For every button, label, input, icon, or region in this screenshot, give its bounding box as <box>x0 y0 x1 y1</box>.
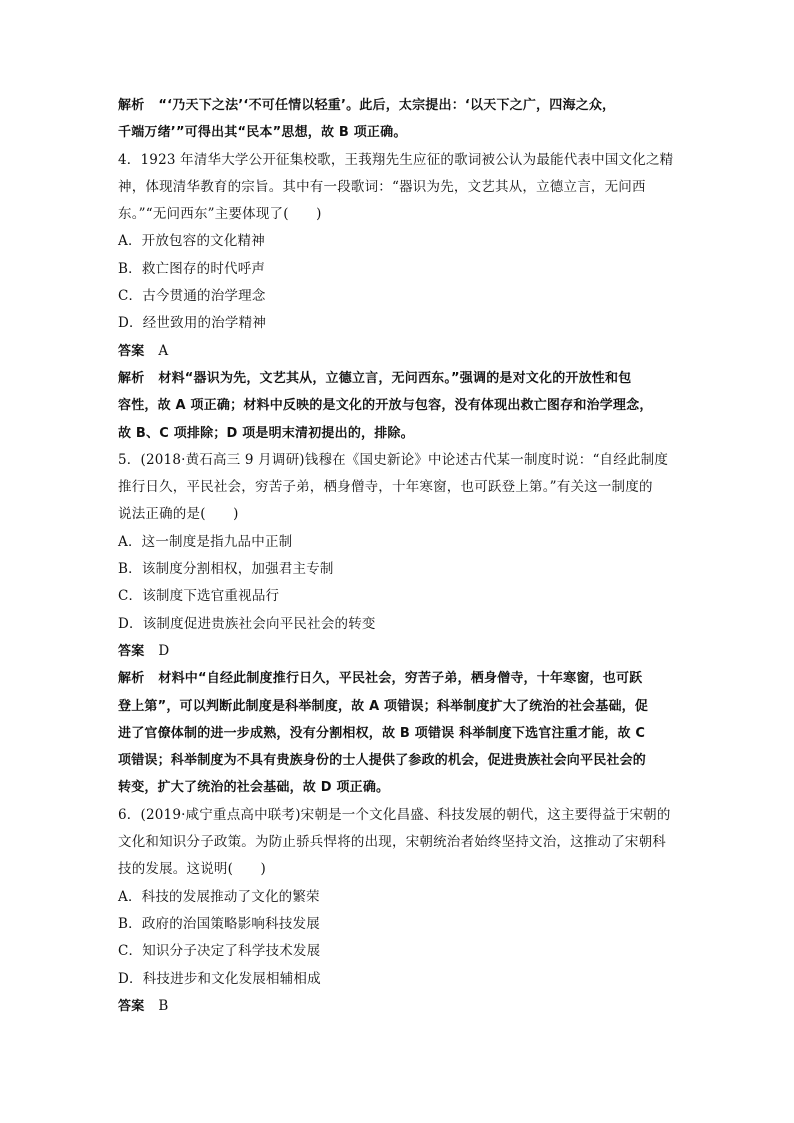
q5-analysis-text: 项错误；科举制度为不具有贵族身份的士人提供了参政的机会，促进贵族社会向平民社会的 <box>118 753 647 769</box>
q5-option-c: C．该制度下选官重视品行 <box>118 588 280 605</box>
q5-analysis-line-5 <box>118 774 683 801</box>
prev-analysis-text: “‘乃天下之法’‘不可任情以轻重’。此后，太宗提出：‘以天下之广，四海之众， <box>158 98 616 113</box>
q4-analysis-line-1 <box>118 365 683 392</box>
analysis-label: 解析 <box>118 98 145 113</box>
q4-stem-line: 东。”“无问西东”主要体现了( ) <box>118 206 322 223</box>
q5-option-a: A．这一制度是指九品中正制 <box>118 533 293 550</box>
q5-analysis-text: 登上第”，可以判断此制度是科举制度，故 A 项错误；科举制度扩大了统治的社会基础，促 <box>118 698 649 714</box>
document-page <box>118 92 683 1020</box>
q6-option-d: D．科技进步和文化发展相辅相成 <box>118 970 321 987</box>
q4-analysis-text: 材料“器识为先，文艺其从，立德立言，无问西东。”强调的是对文化的开放性和包 <box>158 370 632 386</box>
q5-stem-line: 推行日久，平民社会，穷苦子弟，栖身僧寺，十年寒窗，也可跃登上第。”有关这一制度的 <box>118 479 653 496</box>
q6-stem-line: 技的发展。这说明( ) <box>118 861 266 878</box>
prev-analysis-line-1 <box>118 92 683 119</box>
q5-analysis-line-3 <box>118 720 683 747</box>
q5-analysis-text: 转变，扩大了统治的社会基础，故 D 项正确。 <box>118 780 390 796</box>
q4-option-c: C．古今贯通的治学理念 <box>118 288 266 305</box>
q6-option-c: C．知识分子决定了科学技术发展 <box>118 943 321 960</box>
q5-analysis-line-2 <box>118 693 683 720</box>
answer-label: 答案 <box>118 643 145 659</box>
q4-answer-value: A <box>158 342 169 359</box>
q4-answer <box>118 338 683 365</box>
q5-stem-line: 5．(2018·黄石高三 9 月调研)钱穆在《国史新论》中论述古代某一制度时说：“自经此制度 <box>118 451 669 468</box>
q5-stem-line: 说法正确的是( ) <box>118 506 239 523</box>
q4-option-d: D．经世致用的治学精神 <box>118 315 267 332</box>
answer-label: 答案 <box>118 343 145 359</box>
q5-answer-value: D <box>158 642 170 659</box>
q4-stem-line: 4．1923 年清华大学公开征集校歌，王莪翔先生应征的歌词被公认为最能代表中国文化之精 <box>118 151 674 168</box>
q6-stem-line: 文化和知识分子政策。为防止骄兵悍将的出现，宋朝统治者始终坚持文治，这推动了宋朝科 <box>118 834 666 851</box>
q4-analysis-text: 故 B、C 项排除；D 项是明末清初提出的，排除。 <box>118 425 414 441</box>
q5-option-d: D．该制度促进贵族社会向平民社会的转变 <box>118 615 376 632</box>
q4-option-b: B．救亡图存的时代呼声 <box>118 260 266 277</box>
q6-answer <box>118 993 683 1020</box>
q4-analysis-line-3 <box>118 420 683 447</box>
q5-analysis-text: 进了官僚体制的进一步成熟，没有分割相权，故 B 项错误 科举制度下选官注重才能，故 C <box>118 725 646 741</box>
q4-option-a: A．开放包容的文化精神 <box>118 233 265 250</box>
q6-stem-line: 6．(2019·咸宁重点高中联考)宋朝是一个文化昌盛、科技发展的朝代，这主要得益于宋朝的 <box>118 806 671 823</box>
q5-option-b: B．该制度分割相权，加强君主专制 <box>118 561 334 578</box>
prev-analysis-text: 千端万绪’”可得出其“民本”思想，故 B 项正确。 <box>118 125 407 141</box>
q4-analysis-text: 容性，故 A 项正确；材料中反映的是文化的开放与包容，没有体现出救亡图存和治学理念， <box>118 398 653 414</box>
q4-analysis-line-2 <box>118 392 683 419</box>
q5-answer <box>118 638 683 665</box>
q6-option-a: A．科技的发展推动了文化的繁荣 <box>118 888 320 905</box>
analysis-label: 解析 <box>118 370 145 386</box>
q5-analysis-text: 材料中“自经此制度推行日久，平民社会，穷苦子弟，栖身僧寺，十年寒窗，也可跃 <box>158 671 643 687</box>
analysis-label: 解析 <box>118 671 145 687</box>
prev-analysis-line-2 <box>118 119 683 146</box>
q6-option-b: B．政府的治国策略影响科技发展 <box>118 915 320 932</box>
q4-stem-line: 神，体现清华教育的宗旨。其中有一段歌词：“器识为先，文艺其从，立德立言，无问西 <box>118 178 646 195</box>
q5-analysis-line-1 <box>118 665 683 692</box>
q5-analysis-line-4 <box>118 747 683 774</box>
q6-answer-value: B <box>158 997 169 1014</box>
answer-label: 答案 <box>118 998 145 1014</box>
